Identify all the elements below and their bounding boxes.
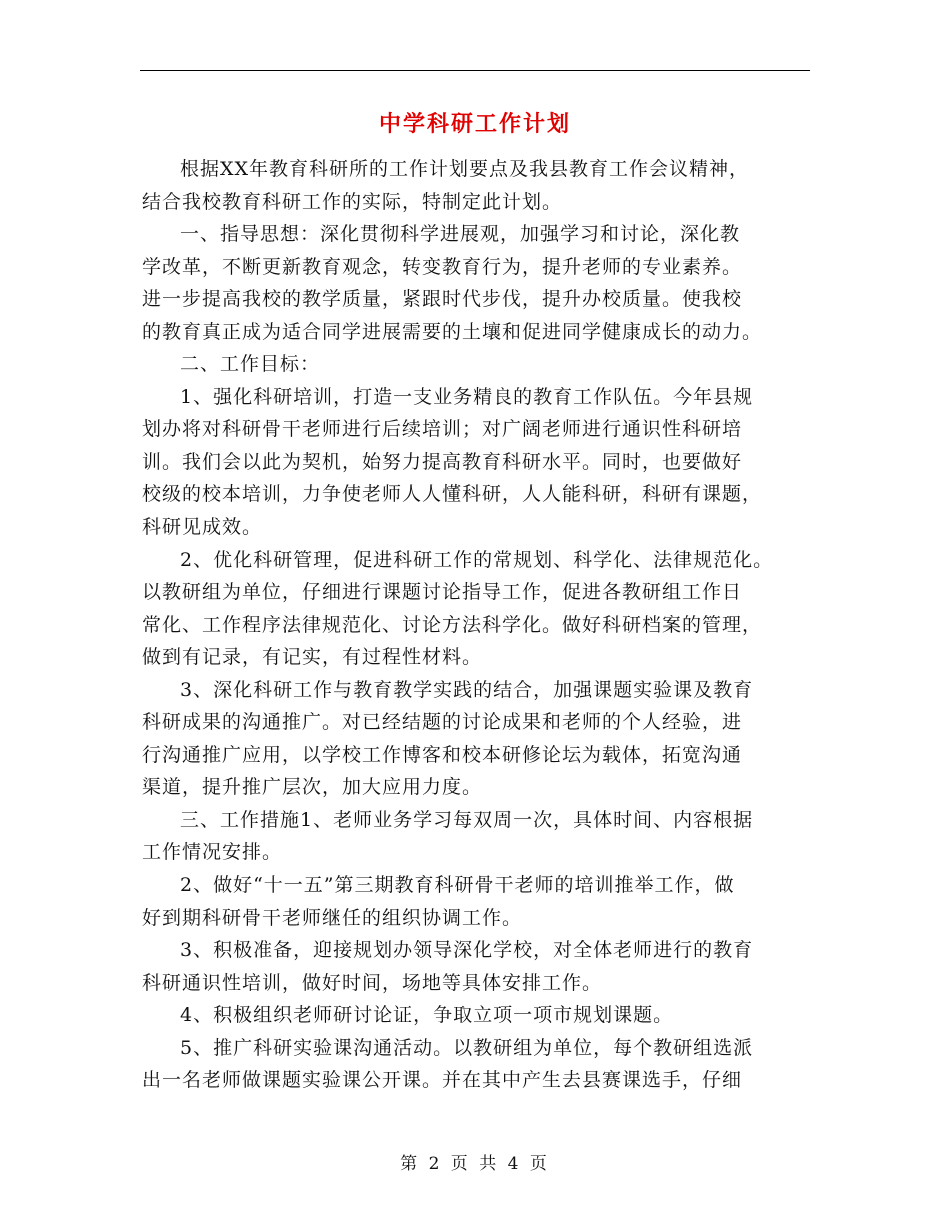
- body-line: 结合我校教育科研工作的实际，特制定此计划。: [142, 190, 563, 213]
- document-body: [142, 153, 822, 1097]
- body-line: 3、积极准备，迎接规划办领导深化学校，对全体老师进行的教育: [180, 939, 754, 962]
- body-line: 校级的校本培训，力争使老师人人懂科研，人人能科研，科研有课题，: [142, 483, 763, 506]
- body-line: 科研成果的沟通推广。对已经结题的讨论成果和老师的个人经验，进: [142, 711, 743, 734]
- body-line: 做到有记录，有记实，有过程性材料。: [142, 646, 483, 669]
- body-line: 行沟通推广应用，以学校工作博客和校本研修论坛为载体，拓宽沟通: [142, 743, 743, 766]
- page-number-footer: 第 2 页 共 4 页: [400, 1154, 550, 1174]
- body-line: 3、深化科研工作与教育教学实践的结合，加强课题实验课及教育: [180, 678, 754, 701]
- body-line: 以教研组为单位，仔细进行课题讨论指导工作，促进各教研组工作日: [142, 581, 743, 604]
- body-line: 三、工作措施1、老师业务学习每双周一次，具体时间、内容根据: [180, 808, 754, 831]
- body-line: 科研见成效。: [142, 516, 263, 539]
- body-line: 学改革，不断更新教育观念，转变教育行为，提升老师的专业素养。: [142, 255, 743, 278]
- body-line: 2、做好“十一五”第三期教育科研骨干老师的培训推举工作，做: [180, 874, 735, 897]
- body-line: 划办将对科研骨干老师进行后续培训；对广阔老师进行通识性科研培: [142, 418, 743, 441]
- body-line: 常化、工作程序法律规范化、讨论方法科学化。做好科研档案的管理，: [142, 613, 763, 636]
- header-rule: [140, 70, 810, 71]
- body-line: 根据XX年教育科研所的工作计划要点及我县教育工作会议精神，: [180, 158, 750, 180]
- body-line: 2、优化科研管理，促进科研工作的常规划、科学化、法律规范化。: [180, 548, 774, 571]
- body-line: 科研通识性培训，做好时间，场地等具体安排工作。: [142, 971, 603, 994]
- body-line: 出一名老师做课题实验课公开课。并在其中产生去县赛课选手，仔细: [142, 1069, 743, 1092]
- document-title: 中学科研工作计划: [378, 111, 571, 137]
- body-line: 1、强化科研培训，打造一支业务精良的教育工作队伍。今年县规: [180, 385, 754, 408]
- body-line: 的教育真正成为适合同学进展需要的土壤和促进同学健康成长的动力。: [142, 320, 763, 343]
- body-line: 工作情况安排。: [142, 841, 283, 864]
- body-line: 一、指导思想：深化贯彻科学进展观，加强学习和讨论，深化教: [180, 223, 741, 246]
- body-line: 渠道，提升推广层次，加大应用力度。: [142, 776, 483, 799]
- body-line: 训。我们会以此为契机，始努力提高教育科研水平。同时，也要做好: [142, 450, 743, 473]
- body-line: 5、推广科研实验课沟通活动。以教研组为单位，每个教研组选派: [180, 1036, 754, 1059]
- body-line: 4、积极组织老师研讨论证，争取立项一项市规划课题。: [180, 1004, 674, 1027]
- body-line: 好到期科研骨干老师继任的组织协调工作。: [142, 906, 523, 929]
- body-line: 二、工作目标：: [180, 353, 321, 376]
- body-line: 进一步提高我校的教学质量，紧跟时代步伐，提升办校质量。使我校: [142, 288, 743, 311]
